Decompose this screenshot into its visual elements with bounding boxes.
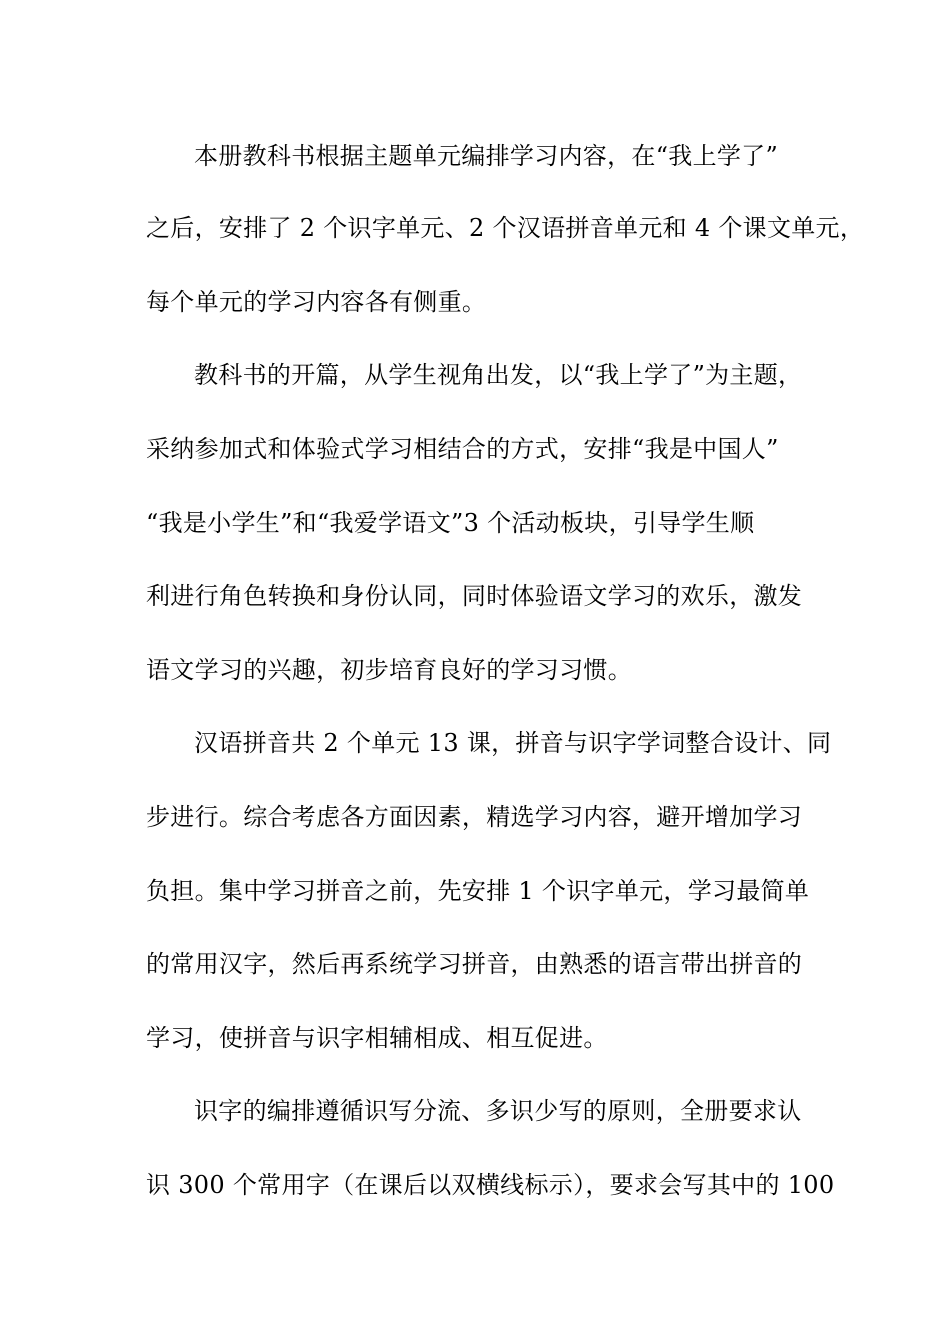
paragraph-2-line-3: “我是小学生”和“我爱学语文”3 个活动板块，引导学生顺	[146, 509, 755, 537]
paragraph-3-line-4: 的常用汉字，然后再系统学习拼音，由熟悉的语言带出拼音的	[146, 950, 803, 978]
paragraph-3-line-5: 学习，使拼音与识字相辅相成、相互促进。	[146, 1024, 608, 1052]
paragraph-3-line-1: 汉语拼音共 2 个单元 13 课，拼音与识字学词整合设计、同	[194, 729, 832, 757]
paragraph-2-line-4: 利进行角色转换和身份认同，同时体验语文学习的欢乐，激发	[146, 582, 803, 610]
paragraph-1-line-1: 本册教科书根据主题单元编排学习内容，在“我上学了”	[194, 142, 779, 170]
paragraph-2-line-2: 采纳参加式和体验式学习相结合的方式，安排“我是中国人”	[146, 435, 779, 463]
paragraph-2-line-5: 语文学习的兴趣，初步培育良好的学习习惯。	[146, 656, 632, 684]
paragraph-1-line-2: 之后，安排了 2 个识字单元、2 个汉语拼音单元和 4 个课文单元，	[146, 214, 865, 242]
paragraph-1-line-3: 每个单元的学习内容各有侧重。	[146, 288, 487, 316]
paragraph-3-line-2: 步进行。综合考虑各方面因素，精选学习内容，避开增加学习	[146, 803, 803, 831]
paragraph-2-line-1: 教科书的开篇，从学生视角出发，以“我上学了”为主题，	[194, 361, 803, 389]
paragraph-3-line-3: 负担。集中学习拼音之前，先安排 1 个识字单元，学习最简单	[146, 877, 810, 905]
paragraph-4-line-2: 识 300 个常用字（在课后以双横线标示），要求会写其中的 100	[146, 1171, 835, 1199]
paragraph-4-line-1: 识字的编排遵循识写分流、多识少写的原则，全册要求认	[194, 1097, 802, 1125]
